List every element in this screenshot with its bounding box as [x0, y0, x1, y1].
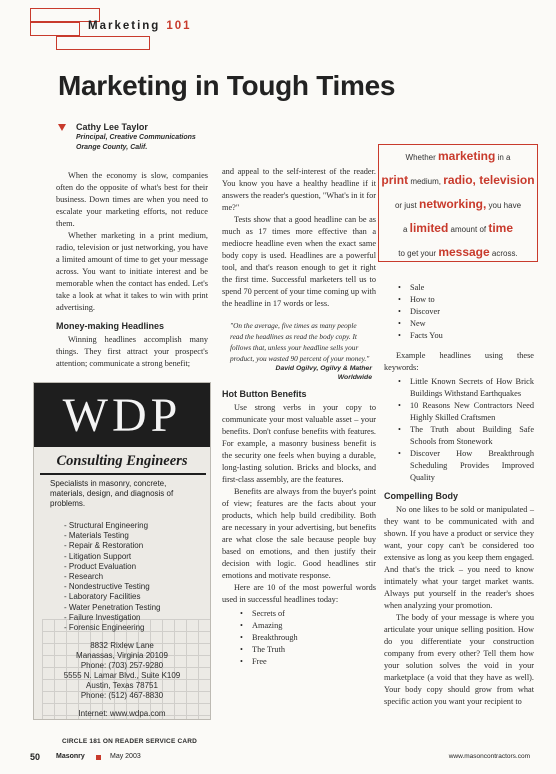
paragraph: Winning headlines accomplish many things. They first attract your prospect's attention; communicate a strong benefit; [56, 335, 208, 368]
divider [40, 473, 206, 475]
pull-line: to get your message across. [398, 245, 518, 259]
power-words-list [240, 608, 376, 668]
issue-date: May 2003 [110, 753, 141, 760]
example-headlines-list [398, 376, 534, 484]
subheading: Hot Button Benefits [222, 389, 307, 399]
quote-attribution: David Ogilvy, Ogilvy & Mather [275, 365, 372, 372]
pull-quote-box [378, 144, 538, 262]
list-item: • Sale [398, 282, 534, 294]
list-item: - Forensic Engineering [64, 623, 161, 633]
triangle-icon [58, 124, 66, 131]
reader-service-note: CIRCLE 181 ON READER SERVICE CARD [62, 738, 198, 745]
list-item: - Product Evaluation [64, 562, 161, 572]
paragraph: When the economy is slow, companies often do the opposite of what's best for their business. Down times are when you need to escalate your marketing efforts, not reduce them. [56, 171, 208, 228]
paragraph: Use strong verbs in your copy to communicate your most valuable asset – your benefits. Don't confuse benefits with features. For example, a masonry business benefit is the security one feels when buying a durable, long-lasting solution. Bricks and blocks, and first-class assembly, are the features. [222, 403, 376, 484]
column-2 [222, 166, 376, 672]
list-item: • Amazing [240, 620, 376, 632]
list-item: • Free [240, 656, 376, 668]
ad-website: Internet: www.wdpa.com [78, 709, 166, 718]
paragraph: Example headlines using these keywords: [384, 351, 534, 372]
pull-line: or just networking, you have [394, 197, 522, 211]
paragraph: Here are 10 of the most powerful words used in successful headlines today: [222, 583, 376, 604]
column-3 [384, 280, 534, 708]
paragraph: Tests show that a good headline can be as much as 17 times more effective than a mediocre headline even when the exact same body copy is used. Headlines are a powerful tool, and that's reason enough to get it right the first time. Successful marketers tell us to spend 70 percent of your time coming up with the headline in 17 words or less. [222, 215, 376, 308]
power-words-list-2 [398, 282, 534, 342]
pull-line: Whether marketing in a [405, 149, 511, 163]
list-item: - Laboratory Facilities [64, 592, 161, 602]
paragraph: Whether marketing in a print medium, radio, television or just networking, you have a limited amount of time to get your message across. You want to initiate interest and be memorable when the contact has ended. Let's take a look at what it takes to win with print advertising. [56, 231, 208, 312]
list-item: • Discover How Breakthrough Scheduling Provides Improved Quality [398, 448, 534, 484]
author-role: Principal, Creative Communications [76, 134, 196, 141]
wdp-advertisement [33, 382, 211, 720]
website-url: www.masoncontractors.com [448, 753, 530, 760]
pull-line: a limited amount of time [402, 221, 514, 235]
ad-subtitle: Consulting Engineers [56, 453, 188, 469]
list-item: - Litigation Support [64, 552, 161, 562]
list-item: • Discover [398, 306, 534, 318]
subheading: Money-making Headlines [56, 321, 165, 331]
article-title: Marketing in Tough Times [58, 70, 396, 101]
list-item: • 10 Reasons New Contractors Need Highly Skilled Craftsmen [398, 400, 534, 424]
list-item: - Failure Investigation [64, 613, 161, 623]
quote-attribution-2: Worldwide [337, 374, 372, 381]
section-number: 101 [166, 20, 192, 32]
list-item: - Repair & Restoration [64, 541, 161, 551]
list-item: - Water Penetration Testing [64, 603, 161, 613]
wdp-logo: WDP [62, 389, 182, 442]
paragraph: and appeal to the self-interest of the reader. You know you have a healthy headline if it answers the reader's question, "What's in it for me?" [222, 167, 376, 212]
page-number: 50 [30, 752, 41, 762]
list-item: • New [398, 318, 534, 330]
pull-quote-ogilvy: "On the average, five times as many people read the headlines as read the body copy. It follows that, unless your headline sells your product, you wasted 90 percent of your money." [230, 321, 370, 363]
ad-address-virginia: 8832 Rixlew Lane Manassas, Virginia 20109 Phone: (703) 257-9280 [76, 641, 168, 670]
list-item: • The Truth [240, 644, 376, 656]
subheading: Compelling Body [384, 491, 458, 501]
list-item: • Secrets of [240, 608, 376, 620]
author-name: Cathy Lee Taylor [76, 122, 148, 132]
paragraph: No one likes to be sold or manipulated – they want to be communicated with and shown. If you have a product or service they want, your copy can't be considered too extensive as long as you keep them engaged. And that's the trick – you need to know intimately what your target market wants. Always put yourself in the reader's shoes when analyzing your promotion. [384, 505, 534, 610]
list-item: • Little Known Secrets of How Brick Buildings Withstand Earthquakes [398, 376, 534, 400]
ad-specialties: Specialists in masonry, concrete, materials, design, and diagnosis of problems. [50, 479, 174, 508]
paragraph: Benefits are always from the buyer's point of view; features are the facts about your products, which help build credibility. Both are necessary in your advertising, but benefits are what close the sale because people buy based on emotions, and then justify their decision with logic. Good headlines stir emotions and motivate response. [222, 487, 376, 580]
list-item: • Breakthrough [240, 632, 376, 644]
column-1 [56, 170, 208, 370]
section-tag: Marketing 101 [88, 20, 192, 32]
pull-line: print medium, radio, television [381, 173, 535, 187]
magazine-name: Masonry [56, 753, 85, 760]
square-icon [96, 755, 101, 760]
paragraph: The body of your message is where you articulate your unique selling position. How do you differentiate your construction company from every other? Tell them how your solution solves the void in your marketplace (a void that they have as well). Your body copy should grow from what specific action you want your recipient to [384, 613, 534, 706]
list-item: - Structural Engineering [64, 521, 161, 531]
list-item: • Facts You [398, 330, 534, 342]
list-item: - Materials Testing [64, 531, 161, 541]
list-item: • The Truth about Building Safe Schools from Stonework [398, 424, 534, 448]
ad-address-texas: 5555 N. Lamar Blvd., Suite K109 Austin, Texas 78751 Phone: (512) 467-8830 [63, 671, 181, 700]
author-location: Orange County, Calif. [76, 144, 148, 151]
list-item: • How to [398, 294, 534, 306]
list-item: - Nondestructive Testing [64, 582, 161, 592]
list-item: - Research [64, 572, 161, 582]
ad-services-list [64, 521, 161, 633]
